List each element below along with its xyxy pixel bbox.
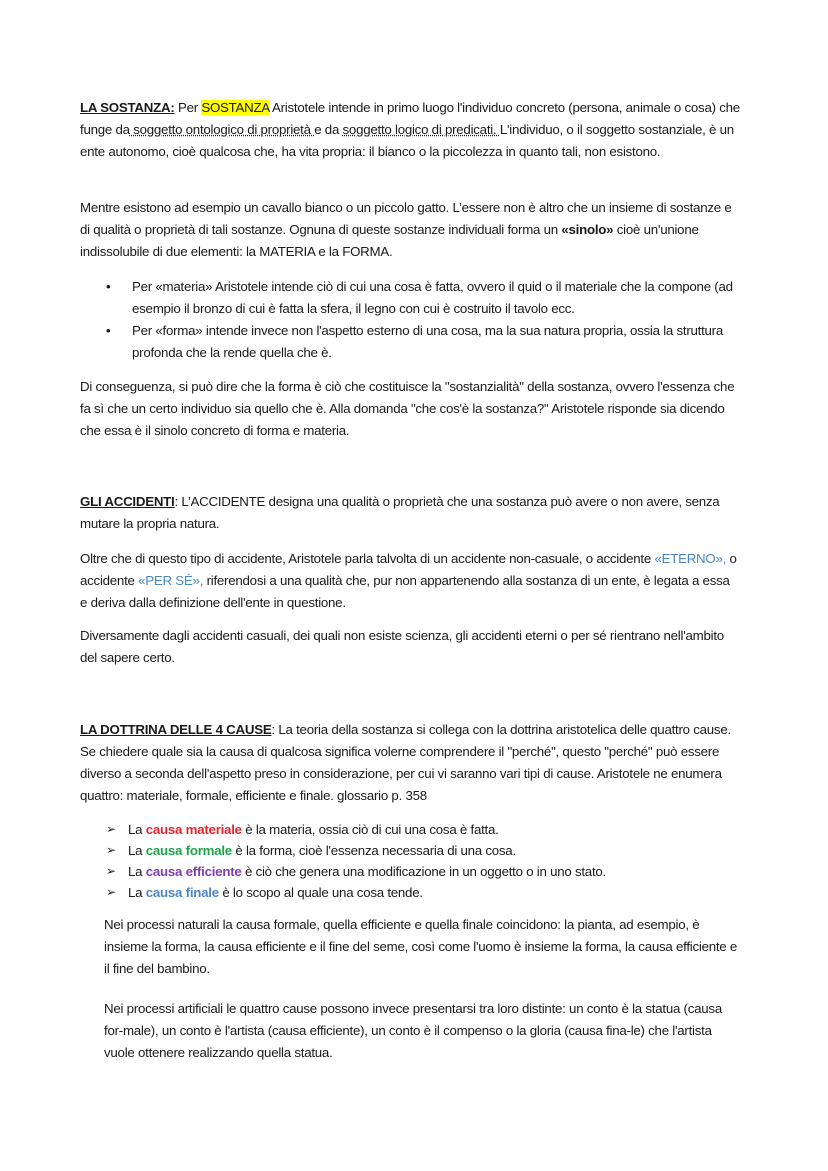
section-heading-accidenti: GLI ACCIDENTI	[80, 494, 175, 509]
text: La	[128, 864, 146, 879]
text: è la forma, cioè l'essenza necessaria di una cosa.	[231, 843, 516, 858]
arrow-bullet-icon: ➢	[106, 843, 116, 857]
list-item	[80, 276, 740, 320]
text: : La teoria della sostanza si collega con la dottrina aristotelica delle quattro cause. Se chiedere quale sia la causa di qualcosa significa volerne comprendere il "perché", questo "perché" può essere diverso a seconda dell'aspetto preso in considerazione, per cui vi saranno vari tipi di cause. Aristotele ne enumera quattro: materiale, formale, efficiente e finale. glossario p. 358	[80, 722, 731, 803]
text: è lo scopo al quale una cosa tende.	[218, 885, 423, 900]
text: Mentre esistono ad esempio un cavallo bianco o un piccolo gatto. L’essere non è altro che un insieme di sostanze e di qualità o proprietà di tali sostanze. Ognuna di queste sostanze individuali forma un	[80, 200, 732, 237]
blue-term: «PER SÉ»,	[138, 573, 204, 588]
sostanza-paragraph-1	[80, 97, 740, 163]
text: è ciò che genera una modificazione in un oggetto o in uno stato.	[241, 864, 606, 879]
cause-term: causa efficiente	[145, 864, 242, 879]
underlined-term: soggetto logico di predicati.	[342, 122, 500, 137]
cause-paragraph-3: Nei processi artificiali le quattro cause possono invece presentarsi tra loro distinte: un conto è la statua (causa for-male), un conto è l'artista (causa efficiente), un conto è il compenso o la gloria (causa fina-le) che l'artista vuole ottenere realizzando quella statua.	[104, 1001, 722, 1060]
text: riferendosi a una qualità che, pur non appartenendo alla sostanza di un ente, è legata a essa e deriva dalla definizione dell'ente in questione.	[80, 573, 730, 610]
sostanza-paragraph-2	[80, 197, 740, 263]
sostanza-paragraph-3: Di conseguenza, si può dire che la forma è ciò che costituisce la "sostanzialità" della sostanza, ovvero l'essenza che fa sì che un certo individuo sia quello che è. Alla domanda "che cos'è la sostanza?" Aristotele risponde sia dicendo che essa è il sinolo concreto di forma e materia.	[80, 379, 735, 438]
blue-term: «ETERNO»,	[654, 551, 727, 566]
list-item	[80, 840, 740, 861]
text: è la materia, ossia ciò di cui una cosa è fatta.	[241, 822, 499, 837]
text: Per	[174, 100, 202, 115]
highlighted-term: SOSTANZA	[201, 100, 270, 115]
accidenti-paragraph-1	[80, 491, 740, 535]
bullet-list	[80, 276, 740, 364]
arrow-bullet-icon: ➢	[106, 885, 116, 899]
list-item	[80, 861, 740, 882]
cause-term: causa formale	[145, 843, 232, 858]
arrow-bullet-icon: ➢	[106, 822, 116, 836]
text: o accidente	[80, 551, 737, 588]
text: L'individuo, o il soggetto sostanziale, è un ente autonomo, cioè qualcosa che, ha vita propria: il bianco o la piccolezza in quanto tali, non esistono.	[80, 122, 734, 159]
cause-term: causa materiale	[145, 822, 242, 837]
text: e da	[314, 122, 343, 137]
text: La	[128, 822, 146, 837]
accidenti-paragraph-2	[80, 548, 740, 614]
accidenti-paragraph-3: Diversamente dagli accidenti casuali, dei quali non esiste scienza, gli accidenti eterni o per sé rientrano nell'ambito del sapere certo.	[80, 628, 724, 665]
cause-term: causa finale	[145, 885, 219, 900]
arrow-bullet-icon: ➢	[106, 864, 116, 878]
bold-term: «sinolo»	[561, 222, 614, 237]
text: : L’ACCIDENTE designa una qualità o proprietà che una sostanza può avere o non avere, senza mutare la propria natura.	[80, 494, 720, 531]
list-item	[80, 882, 740, 903]
list-item	[80, 320, 740, 364]
text: La	[128, 885, 146, 900]
bullet-icon: •	[106, 279, 111, 294]
text: La	[128, 843, 146, 858]
text: Per «forma» intende invece non l'aspetto esterno di una cosa, ma la sua natura propria, ossia la struttura profonda che la rende quella che è.	[132, 323, 724, 360]
text: cioè un'unione indissolubile di due elementi: la MATERIA e la FORMA.	[80, 222, 699, 259]
text: Oltre che di questo tipo di accidente, Aristotele parla talvolta di un accidente non-casuale, o accidente	[80, 551, 655, 566]
bullet-icon: •	[106, 323, 111, 338]
causes-list	[80, 819, 740, 903]
text: Aristotele intende in primo luogo l'individuo concreto (persona, animale o cosa) che funge da	[80, 100, 740, 137]
text: Per «materia» Aristotele intende ciò di cui una cosa è fatta, ovvero il quid o il materiale che la compone (ad esempio il bronzo di cui è fatta la sfera, il legno con cui è costruito il tavolo ecc.	[132, 279, 733, 316]
list-item	[80, 819, 740, 840]
section-heading-cause: LA DOTTRINA DELLE 4 CAUSE	[80, 722, 272, 737]
cause-paragraph-2: Nei processi naturali la causa formale, quella efficiente e quella finale coincidono: la pianta, ad esempio, è insieme la forma, la causa efficiente e il fine del seme, così come l'uomo è insieme la forma, la causa efficiente e il fine del bambino.	[104, 917, 738, 976]
cause-paragraph-1	[80, 719, 740, 807]
section-heading-sostanza: LA SOSTANZA:	[80, 100, 175, 115]
underlined-term: soggetto ontologico di proprietà	[129, 122, 315, 137]
